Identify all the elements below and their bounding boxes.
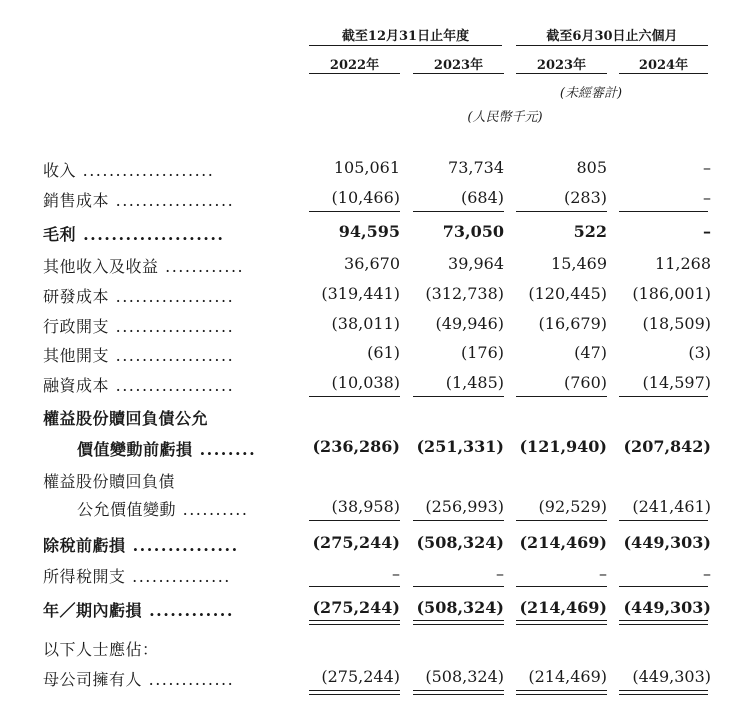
- row-label: [77, 437, 256, 460]
- row-value: (10,038): [331, 373, 400, 392]
- row-value: (508,324): [416, 598, 504, 617]
- period-header-six-months-rule: [516, 45, 708, 46]
- total-double-rule: [413, 620, 504, 625]
- row-label-text: 權益股份贖回負債: [43, 472, 176, 491]
- row-value: (275,244): [312, 533, 400, 552]
- row-value: (38,958): [331, 497, 400, 516]
- row-value: 73,734: [448, 158, 504, 177]
- leader-dots: ........: [192, 440, 257, 459]
- leader-dots: ............: [158, 257, 245, 276]
- row-value: (92,529): [538, 497, 607, 516]
- row-value: –: [392, 564, 400, 583]
- row-label-text: 公允價值變動: [77, 500, 177, 519]
- leader-dots: ..................: [109, 376, 235, 395]
- row-value: 105,061: [333, 158, 400, 177]
- row-label: [43, 254, 244, 277]
- row-value: (449,303): [623, 533, 711, 552]
- row-value: (120,445): [528, 284, 607, 303]
- row-value: 73,050: [442, 222, 504, 241]
- row-value: (47): [574, 343, 607, 362]
- row-label-text: 其他開支: [43, 346, 110, 365]
- row-label-text: 年／期內虧損: [43, 601, 143, 620]
- row-label-text: 銷售成本: [43, 191, 110, 210]
- row-value: (214,469): [519, 533, 607, 552]
- total-double-rule: [309, 690, 400, 695]
- row-value: 15,469: [551, 254, 607, 273]
- total-double-rule: [619, 690, 708, 695]
- subtotal-rule: [619, 211, 708, 212]
- row-label-text: 價值變動前虧損: [77, 440, 193, 459]
- year-header-2024-h1: 2024年: [638, 58, 689, 73]
- subtotal-rule: [413, 586, 504, 587]
- row-label-text: 研發成本: [43, 287, 110, 306]
- row-value: (760): [563, 373, 607, 392]
- row-label: [43, 284, 234, 307]
- row-value: –: [496, 564, 504, 583]
- leader-dots: ...............: [125, 536, 239, 555]
- subtotal-rule: [309, 396, 400, 397]
- row-value: (214,469): [528, 667, 607, 686]
- row-value: 805: [576, 158, 607, 177]
- row-label: [43, 469, 175, 492]
- year-header-2023-fy: 2023年: [433, 58, 484, 73]
- row-label: [43, 343, 234, 366]
- row-value: –: [703, 222, 711, 241]
- row-value: (275,244): [321, 667, 400, 686]
- row-value: (18,509): [642, 314, 711, 333]
- row-label: [43, 314, 234, 337]
- row-label: [43, 222, 225, 245]
- row-value: (684): [460, 188, 504, 207]
- row-value: 522: [573, 222, 607, 241]
- row-label-text: 以下人士應佔：: [43, 640, 159, 659]
- row-value: (312,738): [425, 284, 504, 303]
- row-value: –: [703, 158, 711, 177]
- year-header-rule-4: [619, 73, 708, 74]
- total-double-rule: [516, 620, 607, 625]
- row-value: (3): [688, 343, 711, 362]
- subtotal-rule: [516, 211, 607, 212]
- row-value: (508,324): [416, 533, 504, 552]
- subtotal-rule: [516, 520, 607, 521]
- total-double-rule: [516, 690, 607, 695]
- row-label-text: 融資成本: [43, 376, 110, 395]
- leader-dots: ....................: [76, 225, 225, 244]
- year-header-rule-1: [309, 73, 400, 74]
- leader-dots: ..................: [109, 191, 235, 210]
- period-header-fiscal-year-rule: [309, 45, 502, 46]
- subtotal-rule: [309, 520, 400, 521]
- leader-dots: ..................: [109, 287, 235, 306]
- row-label: [43, 373, 234, 396]
- row-label-text: 權益股份贖回負債公允: [43, 409, 209, 428]
- row-value: –: [599, 564, 607, 583]
- row-label-text: 母公司擁有人: [43, 670, 143, 689]
- subtotal-rule: [619, 520, 708, 521]
- row-value: (186,001): [632, 284, 711, 303]
- row-label: [43, 667, 234, 690]
- unaudited-note: (未經審計): [559, 86, 623, 101]
- row-value: (508,324): [425, 667, 504, 686]
- leader-dots: .............: [142, 670, 235, 689]
- row-value: (38,011): [331, 314, 400, 333]
- row-label: [43, 406, 208, 429]
- year-header-2023-h1: 2023年: [536, 58, 587, 73]
- subtotal-rule: [516, 396, 607, 397]
- year-header-2022: 2022年: [329, 58, 380, 73]
- row-label-text: 所得稅開支: [43, 567, 126, 586]
- period-header-fiscal-year: 截至12月31日止年度: [341, 29, 470, 44]
- year-header-rule-2: [413, 73, 504, 74]
- leader-dots: ...............: [125, 567, 231, 586]
- period-header-six-months: 截至6月30日止六個月: [546, 29, 678, 44]
- row-label-text: 行政開支: [43, 317, 110, 336]
- subtotal-rule: [309, 211, 400, 212]
- subtotal-rule: [413, 211, 504, 212]
- row-value: (1,485): [445, 373, 504, 392]
- row-value: (207,842): [623, 437, 711, 456]
- row-value: 11,268: [655, 254, 711, 273]
- row-value: 39,964: [448, 254, 504, 273]
- row-label: [43, 564, 231, 587]
- row-label: [43, 188, 234, 211]
- subtotal-rule: [516, 586, 607, 587]
- row-value: (449,303): [623, 598, 711, 617]
- leader-dots: ..................: [109, 346, 235, 365]
- row-label-text: 除稅前虧損: [43, 536, 126, 555]
- row-value: (61): [367, 343, 400, 362]
- row-label: [43, 158, 214, 181]
- row-value: (256,993): [425, 497, 504, 516]
- row-label: [77, 497, 248, 520]
- row-value: (283): [563, 188, 607, 207]
- row-value: 94,595: [338, 222, 400, 241]
- row-value: (14,597): [642, 373, 711, 392]
- row-value: 36,670: [344, 254, 400, 273]
- leader-dots: ....................: [76, 161, 215, 180]
- row-label-text: 其他收入及收益: [43, 257, 159, 276]
- row-value: (10,466): [331, 188, 400, 207]
- row-label-text: 收入: [43, 161, 77, 180]
- row-value: (16,679): [538, 314, 607, 333]
- row-value: –: [703, 188, 711, 207]
- row-label-text: 毛利: [43, 225, 77, 244]
- row-value: (449,303): [632, 667, 711, 686]
- row-value: (236,286): [312, 437, 400, 456]
- row-label: [43, 598, 234, 621]
- row-value: (214,469): [519, 598, 607, 617]
- row-label: [43, 533, 239, 556]
- leader-dots: ............: [142, 601, 234, 620]
- subtotal-rule: [619, 586, 708, 587]
- row-value: (241,461): [632, 497, 711, 516]
- row-value: (176): [460, 343, 504, 362]
- leader-dots: ..................: [109, 317, 235, 336]
- subtotal-rule: [309, 586, 400, 587]
- total-double-rule: [413, 690, 504, 695]
- subtotal-rule: [413, 396, 504, 397]
- currency-unit-note: (人民幣千元): [467, 110, 543, 125]
- row-value: (121,940): [519, 437, 607, 456]
- year-header-rule-3: [516, 73, 607, 74]
- row-value: (319,441): [321, 284, 400, 303]
- row-value: (49,946): [435, 314, 504, 333]
- row-value: (275,244): [312, 598, 400, 617]
- subtotal-rule: [619, 396, 708, 397]
- leader-dots: ..........: [176, 500, 249, 519]
- row-value: –: [703, 564, 711, 583]
- row-label: [43, 637, 159, 660]
- row-value: (251,331): [416, 437, 504, 456]
- total-double-rule: [309, 620, 400, 625]
- subtotal-rule: [413, 520, 504, 521]
- total-double-rule: [619, 620, 708, 625]
